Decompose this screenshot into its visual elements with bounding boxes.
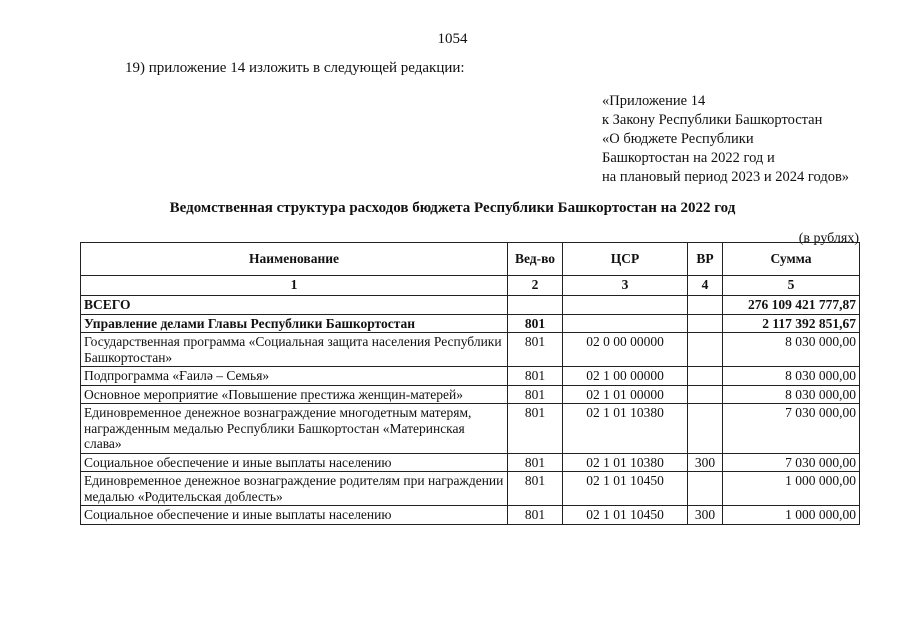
cell-name: Социальное обеспечение и иные выплаты населению: [81, 453, 508, 472]
cell-sum: 276 109 421 777,87: [723, 296, 860, 315]
cell-vr: [688, 296, 723, 315]
cell-ved: [508, 296, 563, 315]
cell-sum: 2 117 392 851,67: [723, 314, 860, 333]
table-row: [81, 453, 860, 472]
appendix-line: Башкортостан на 2022 год и: [602, 150, 775, 166]
cell-csr: 02 0 00 00000: [563, 333, 688, 367]
cell-name: Основное мероприятие «Повышение престижа женщин-матерей»: [81, 385, 508, 404]
cell-csr: 02 1 01 10380: [563, 404, 688, 454]
cell-sum: 8 030 000,00: [723, 385, 860, 404]
column-index: 4: [688, 276, 723, 296]
cell-ved: 801: [508, 453, 563, 472]
cell-sum: 1 000 000,00: [723, 506, 860, 525]
document-title: Ведомственная структура расходов бюджета Республики Башкортостан на 2022 год: [169, 200, 736, 216]
column-index-row: [81, 276, 860, 296]
cell-ved: 801: [508, 506, 563, 525]
column-index: 1: [81, 276, 508, 296]
column-index: 3: [563, 276, 688, 296]
cell-csr: [563, 296, 688, 315]
cell-ved: 801: [508, 472, 563, 506]
cell-ved: 801: [508, 404, 563, 454]
table-row: [81, 404, 860, 454]
column-index: 2: [508, 276, 563, 296]
cell-sum: 7 030 000,00: [723, 404, 860, 454]
cell-vr: [688, 385, 723, 404]
intro-text: 19) приложение 14 изложить в следующей редакции:: [125, 60, 465, 76]
cell-vr: 300: [688, 506, 723, 525]
cell-vr: 300: [688, 453, 723, 472]
cell-sum: 8 030 000,00: [723, 367, 860, 386]
cell-name: Государственная программа «Социальная защита населения Республики Башкортостан»: [81, 333, 508, 367]
cell-ved: 801: [508, 367, 563, 386]
cell-ved: 801: [508, 333, 563, 367]
cell-csr: [563, 314, 688, 333]
appendix-line: «Приложение 14: [602, 93, 706, 109]
cell-csr: 02 1 01 10450: [563, 506, 688, 525]
cell-ved: 801: [508, 385, 563, 404]
column-header-ved: Вед-во: [508, 243, 563, 276]
cell-name: Социальное обеспечение и иные выплаты населению: [81, 506, 508, 525]
cell-sum: 1 000 000,00: [723, 472, 860, 506]
cell-name: Единовременное денежное вознаграждение многодетным матерям, награжденным медалью Республики Башкортостан «Материнская слава»: [81, 404, 508, 454]
cell-csr: 02 1 01 10450: [563, 472, 688, 506]
cell-vr: [688, 472, 723, 506]
column-index: 5: [723, 276, 860, 296]
table-row: [81, 506, 860, 525]
table-header-row: [81, 243, 860, 276]
table-row: [81, 296, 860, 315]
column-header-sum: Сумма: [723, 243, 860, 276]
cell-vr: [688, 404, 723, 454]
cell-csr: 02 1 01 10380: [563, 453, 688, 472]
cell-name: Подпрограмма «Ғаилә – Семья»: [81, 367, 508, 386]
appendix-line: на плановый период 2023 и 2024 годов»: [602, 169, 850, 185]
table-row: [81, 472, 860, 506]
cell-vr: [688, 314, 723, 333]
units-label: (в рублях): [798, 231, 859, 246]
table-row: [81, 333, 860, 367]
appendix-caption: [602, 92, 849, 187]
column-header-vr: ВР: [688, 243, 723, 276]
cell-sum: 7 030 000,00: [723, 453, 860, 472]
column-header-csr: ЦСР: [563, 243, 688, 276]
cell-name: ВСЕГО: [81, 296, 508, 315]
appendix-line: «О бюджете Республики: [602, 131, 754, 147]
table-row: [81, 385, 860, 404]
budget-table: [80, 242, 860, 525]
table-row: [81, 314, 860, 333]
cell-vr: [688, 367, 723, 386]
appendix-line: к Закону Республики Башкортостан: [602, 112, 823, 128]
column-header-name: Наименование: [81, 243, 508, 276]
cell-name: Единовременное денежное вознаграждение родителям при награждении медалью «Родительская доблесть»: [81, 472, 508, 506]
cell-csr: 02 1 01 00000: [563, 385, 688, 404]
cell-vr: [688, 333, 723, 367]
cell-sum: 8 030 000,00: [723, 333, 860, 367]
cell-name: Управление делами Главы Республики Башкортостан: [81, 314, 508, 333]
page-number: 1054: [437, 31, 468, 47]
cell-csr: 02 1 00 00000: [563, 367, 688, 386]
table-row: [81, 367, 860, 386]
cell-ved: 801: [508, 314, 563, 333]
